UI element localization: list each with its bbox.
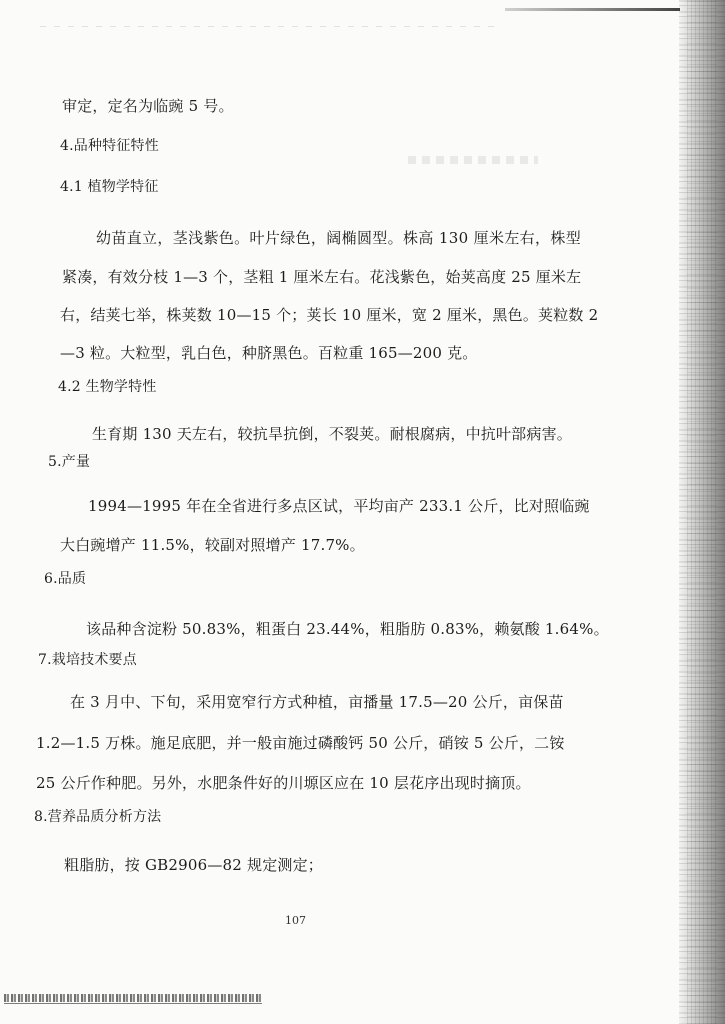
text-line: 审定，定名为临豌 5 号。 (62, 97, 234, 115)
text-line: 大白豌增产 11.5%，较副对照增产 17.7%。 (60, 536, 365, 554)
section-heading: 4.1 植物学特征 (60, 179, 159, 195)
page-number: 107 (285, 914, 306, 927)
text-line: 25 公斤作种肥。另外，水肥条件好的川塬区应在 10 层花序出现时摘顶。 (36, 774, 531, 792)
section-heading: 5.产量 (48, 454, 91, 470)
scan-artifact-bottom-line (4, 1003, 262, 1004)
text-line: 在 3 月中、下旬，采用宽窄行方式种植，亩播量 17.5—20 公斤，亩保苗 (70, 693, 564, 711)
page-edge-speckle (687, 0, 717, 1024)
section-heading: 4.2 生物学特性 (58, 379, 157, 395)
section-heading: 4.品种特征特性 (60, 138, 159, 154)
scan-artifact-bottom-strip (4, 994, 262, 1002)
text-line: 1.2—1.5 万株。施足底肥，并一般亩施过磷酸钙 50 公斤，硝铵 5 公斤，二铵 (36, 734, 565, 752)
text-line: 粗脂肪，按 GB2906—82 规定测定； (64, 856, 324, 874)
text-line: 生育期 130 天左右，较抗旱抗倒，不裂荚。耐根腐病，中抗叶部病害。 (92, 425, 572, 443)
section-heading: 7.栽培技术要点 (38, 652, 137, 668)
section-heading: 6.品质 (44, 571, 87, 587)
text-line: 紧凑，有效分枝 1—3 个，茎粗 1 厘米左右。花浅紫色，始荚高度 25 厘米左 (62, 268, 582, 286)
text-line: 1994—1995 年在全省进行多点区试，平均亩产 233.1 公斤，比对照临豌 (88, 497, 590, 515)
scan-artifact-rule (505, 8, 680, 11)
text-line: —3 粒。大粒型，乳白色，种脐黑色。百粒重 165—200 克。 (60, 344, 478, 362)
text-line: 幼苗直立，茎浅紫色。叶片绿色，阔椭圆型。株高 130 厘米左右，株型 (96, 229, 582, 247)
section-heading: 8.营养品质分析方法 (34, 809, 162, 825)
text-line: 该品种含淀粉 50.83%，粗蛋白 23.44%，粗脂肪 0.83%，赖氨酸 1.64%。 (86, 620, 609, 638)
text-line: 右，结荚七举，株荚数 10—15 个；荚长 10 厘米，宽 2 厘米，黑色。荚粒数 2 (60, 306, 599, 324)
scan-bleed-through (408, 156, 538, 164)
scan-artifact-line (40, 26, 500, 27)
